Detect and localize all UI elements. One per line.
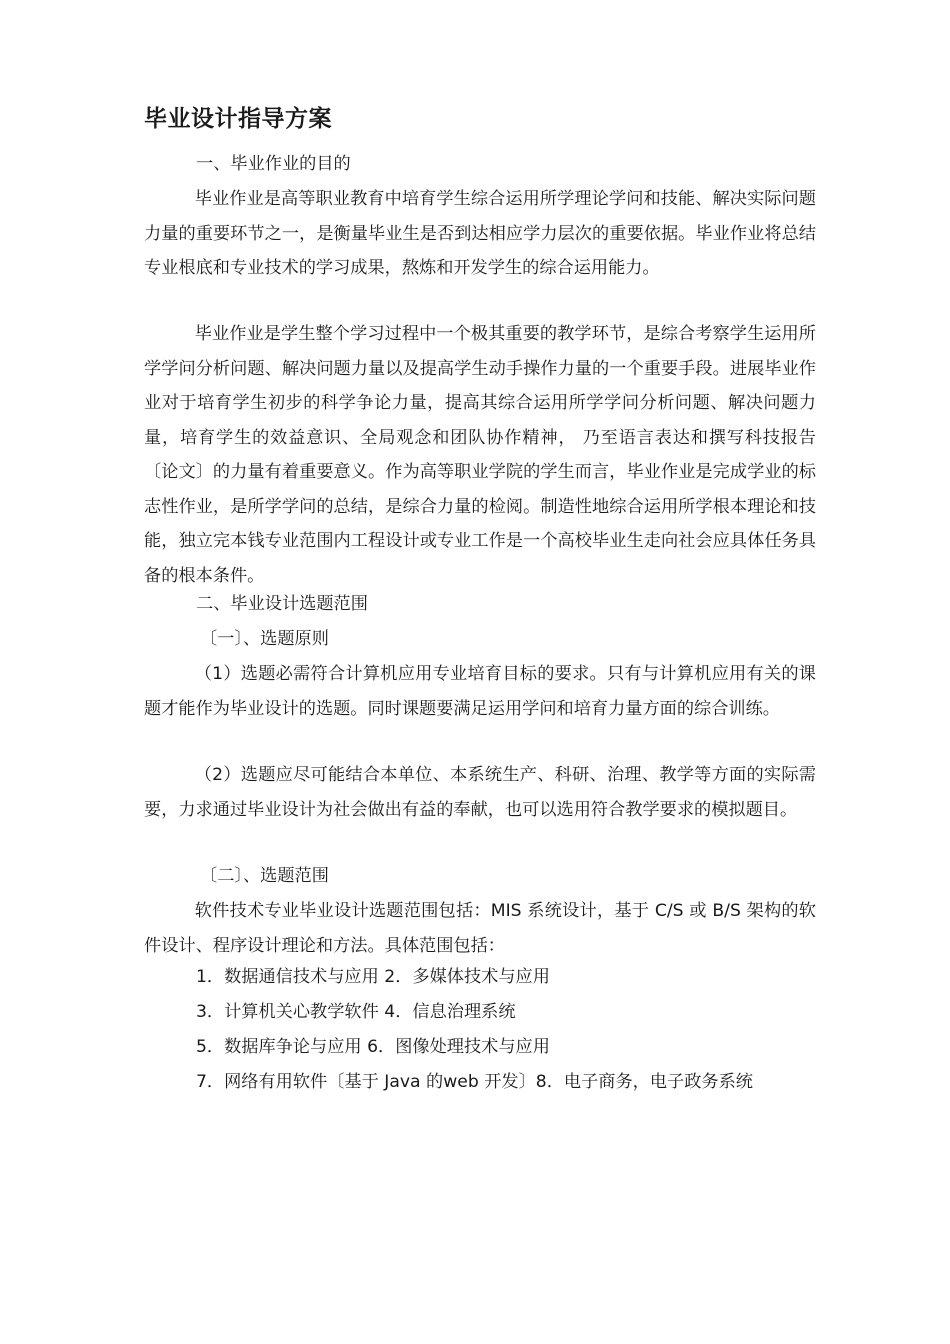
topic-line: 1．数据通信技术与应用 2．多媒体技术与应用 [196, 967, 550, 987]
principle-item-2: （2）选题应尽可能结合本单位、本系统生产、科研、治理、教学等方面的实际需要，力求通过毕业设计为社会做出有益的奉献，也可以选用符合教学要求的模拟题目。 [144, 765, 816, 820]
section-1-paragraph-2: 毕业作业是学生整个学习过程中一个极其重要的教学环节，是综合考察学生运用所学学问分析问题、解决问题力量以及提高学生动手操作力量的一个重要手段。进展毕业作业对于培育学生初步的科学争论力量，提高其综合运用所学学问分析问题、解决问题力量，培育学生的效益意识、全局观念和团队协作精神， 乃至语言表达和撰写科技报告〔论文〕的力量有着重要意义。作为高等职业学院的学生而言，毕业作业是完成学业的标志性作业，是所学学问的总结，是综合力量的检阅。制造性地综合运用所学根本理论和技能，独立完本钱专业范围内工程设计或专业工作是一个高校毕业生走向社会应具体任务具备的根本条件。 [144, 324, 816, 586]
topic-line: 3．计算机关心教学软件 4．信息治理系统 [196, 1002, 516, 1022]
section-1-paragraph-1: 毕业作业是高等职业教育中培育学生综合运用所学理论学问和技能、解决实际问题力量的重要环节之一，是衡量毕业生是否到达相应学力层次的重要依据。毕业作业将总结专业根底和专业技术的学习成果，熬炼和开发学生的综合运用能力。 [144, 189, 816, 278]
topic-line: 7．网络有用软件〔基于 Java 的web 开发〕8．电子商务，电子政务系统 [196, 1072, 753, 1092]
subsection-1-heading: 〔一〕、选题原则 [200, 629, 329, 649]
principle-item-1: （1）选题必需符合计算机应用专业培育目标的要求。只有与计算机应用有关的课题才能作为毕业设计的选题。同时课题要满足运用学问和培育力量方面的综合训练。 [144, 664, 816, 719]
scope-intro: 软件技术专业毕业设计选题范围包括：MIS 系统设计，基于 C/S 或 B/S 架构的软件设计、程序设计理论和方法。具体范围包括： [144, 901, 816, 956]
section-2-heading: 二、毕业设计选题范围 [196, 594, 368, 614]
topic-line: 5．数据库争论与应用 6．图像处理技术与应用 [196, 1037, 550, 1057]
subsection-2-heading: 〔二〕、选题范围 [200, 866, 329, 886]
page-title: 毕业设计指导方案 [144, 106, 332, 132]
section-1-heading: 一、毕业作业的目的 [196, 154, 351, 174]
